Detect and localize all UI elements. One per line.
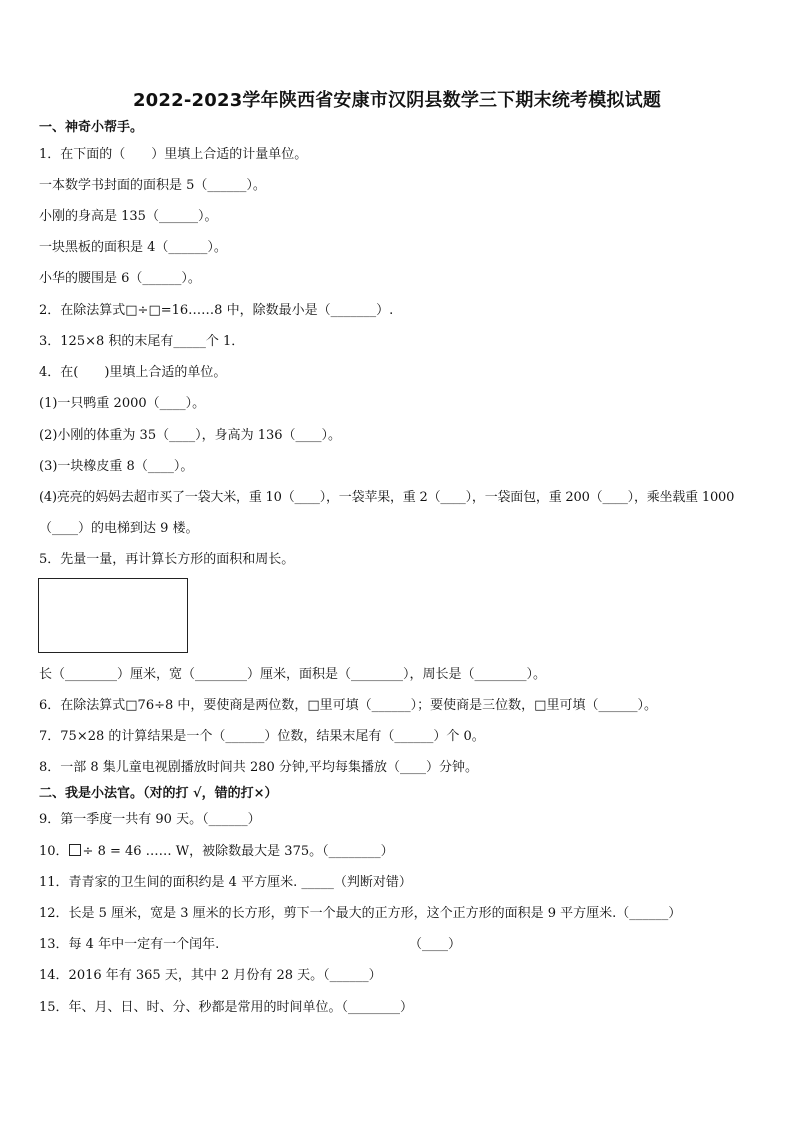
question-14: 14．2016 年有 365 天，其中 2 月份有 28 天。（______） bbox=[39, 968, 382, 983]
question-4-item-4: (4)亮亮的妈妈去超市买了一袋大米，重 10（____），一袋苹果，重 2（____），一袋面包，重 200（____），乘坐载重 1000 bbox=[39, 490, 735, 505]
question-12: 12．长是 5 厘米，宽是 3 厘米的长方形，剪下一个最大的正方形，这个正方形的面积是 9 平方厘米.（______） bbox=[39, 906, 682, 921]
question-4-item-3: (3)一块橡皮重 8（____）。 bbox=[39, 459, 194, 474]
question-4-item-2: (2)小刚的体重为 35（____），身高为 136（____）。 bbox=[39, 428, 342, 443]
page-title: 2022-2023学年陕西省安康市汉阴县数学三下期末统考模拟试题 bbox=[132, 90, 662, 111]
question-4-item-4-cont: （____）的电梯到达 9 楼。 bbox=[39, 521, 199, 536]
question-3: 3．125×8 积的末尾有_____个 1． bbox=[39, 334, 245, 349]
question-1-item-2: 小刚的身高是 135（______）。 bbox=[39, 209, 218, 224]
question-1-item-1: 一本数学书封面的面积是 5（______）。 bbox=[39, 178, 266, 193]
question-10-text: ÷ 8 = 46 …… W，被除数最大是 375。（________） bbox=[82, 844, 394, 859]
question-10 bbox=[39, 843, 394, 861]
question-8: 8．一部 8 集儿童电视剧播放时间共 280 分钟,平均每集播放（____）分钟。 bbox=[39, 760, 479, 775]
section-2-heading: 二、我是小法官。（对的打 √，错的打×） bbox=[39, 786, 278, 801]
section-1-heading: 一、神奇小帮手。 bbox=[39, 120, 144, 135]
question-7: 7．75×28 的计算结果是一个（______）位数，结果末尾有（______）个 0。 bbox=[39, 729, 485, 744]
question-15: 15．年、月、日、时、分、秒都是常用的时间单位。（________） bbox=[39, 1000, 414, 1015]
question-1-item-4: 小华的腰围是 6（______）。 bbox=[39, 271, 201, 286]
question-1: 1．在下面的（ ）里填上合适的计量单位。 bbox=[39, 147, 308, 162]
question-13: 13．每 4 年中一定有一个闰年. bbox=[39, 937, 220, 952]
question-5-answers: 长（________）厘米，宽（________）厘米，面积是（________），周长是（________）。 bbox=[39, 667, 547, 682]
question-6: 6．在除法算式□76÷8 中，要使商是两位数，□里可填（______）；要使商是三位数，□里可填（______）。 bbox=[39, 698, 657, 713]
question-9: 9．第一季度一共有 90 天。（______） bbox=[39, 812, 261, 827]
question-1-item-3: 一块黑板的面积是 4（______）。 bbox=[39, 240, 227, 255]
blank-square-icon bbox=[69, 844, 81, 856]
question-2: 2．在除法算式□÷□=16……8 中，除数最小是（_______）. bbox=[39, 303, 394, 318]
question-4-item-1: (1)一只鸭重 2000（____）。 bbox=[39, 396, 206, 411]
question-11: 11．青青家的卫生间的面积约是 4 平方厘米. _____（判断对错） bbox=[39, 875, 412, 890]
rectangle-figure bbox=[38, 578, 188, 653]
question-10-number: 10． bbox=[39, 844, 69, 859]
question-5: 5．先量一量，再计算长方形的面积和周长。 bbox=[39, 552, 295, 567]
question-13-blank: （____） bbox=[409, 937, 462, 952]
question-4: 4．在( )里填上合适的单位。 bbox=[39, 365, 227, 380]
